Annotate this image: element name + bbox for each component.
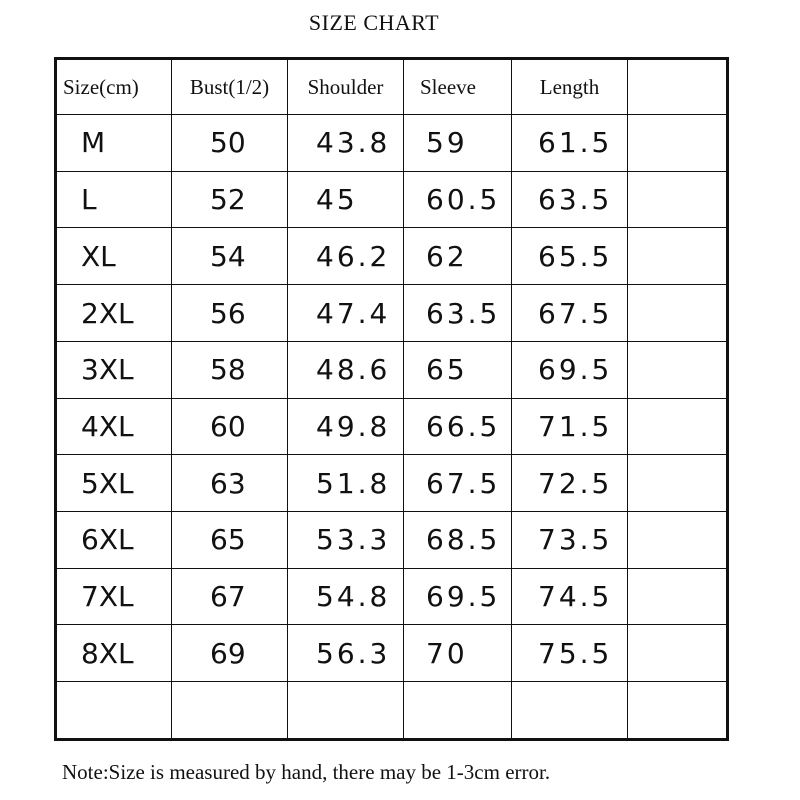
table-row	[56, 398, 728, 455]
cell-size: 6XL	[56, 512, 172, 569]
cell-size: 7XL	[56, 568, 172, 625]
cell-bust: 69	[172, 625, 288, 682]
cell-shoulder: 45	[288, 171, 404, 228]
cell-shoulder: 53.3	[288, 512, 404, 569]
cell-shoulder: 49.8	[288, 398, 404, 455]
cell-empty	[628, 228, 728, 285]
cell-length: 67.5	[512, 285, 628, 342]
cell-bust: 60	[172, 398, 288, 455]
cell-shoulder: 51.8	[288, 455, 404, 512]
cell-empty	[172, 682, 288, 740]
header-bust: Bust(1/2)	[172, 59, 288, 115]
cell-empty	[628, 682, 728, 740]
header-shoulder: Shoulder	[288, 59, 404, 115]
table-row	[56, 171, 728, 228]
cell-sleeve: 67.5	[404, 455, 512, 512]
cell-sleeve: 69.5	[404, 568, 512, 625]
cell-bust: 58	[172, 341, 288, 398]
cell-empty	[628, 512, 728, 569]
cell-empty	[628, 625, 728, 682]
cell-sleeve: 60.5	[404, 171, 512, 228]
cell-empty	[628, 455, 728, 512]
cell-empty	[404, 682, 512, 740]
cell-sleeve: 68.5	[404, 512, 512, 569]
cell-bust: 50	[172, 115, 288, 172]
cell-empty	[628, 115, 728, 172]
cell-shoulder: 56.3	[288, 625, 404, 682]
cell-size: M	[56, 115, 172, 172]
cell-length: 74.5	[512, 568, 628, 625]
cell-length: 61.5	[512, 115, 628, 172]
cell-sleeve: 65	[404, 341, 512, 398]
cell-bust: 67	[172, 568, 288, 625]
cell-length: 75.5	[512, 625, 628, 682]
table-row	[56, 568, 728, 625]
size-chart-table	[54, 57, 729, 741]
cell-length: 72.5	[512, 455, 628, 512]
cell-bust: 54	[172, 228, 288, 285]
table-header-row	[56, 59, 728, 115]
cell-bust: 63	[172, 455, 288, 512]
cell-size: 8XL	[56, 625, 172, 682]
cell-empty	[628, 398, 728, 455]
cell-shoulder: 47.4	[288, 285, 404, 342]
cell-empty	[628, 171, 728, 228]
cell-sleeve: 70	[404, 625, 512, 682]
header-size: Size(cm)	[56, 59, 172, 115]
cell-bust: 65	[172, 512, 288, 569]
cell-length: 69.5	[512, 341, 628, 398]
cell-sleeve: 63.5	[404, 285, 512, 342]
cell-size: 5XL	[56, 455, 172, 512]
table-row	[56, 285, 728, 342]
cell-size: XL	[56, 228, 172, 285]
table-row	[56, 625, 728, 682]
cell-size: 3XL	[56, 341, 172, 398]
cell-shoulder: 48.6	[288, 341, 404, 398]
cell-shoulder: 54.8	[288, 568, 404, 625]
cell-length: 63.5	[512, 171, 628, 228]
cell-empty	[512, 682, 628, 740]
cell-shoulder: 43.8	[288, 115, 404, 172]
cell-length: 73.5	[512, 512, 628, 569]
cell-shoulder: 46.2	[288, 228, 404, 285]
cell-length: 71.5	[512, 398, 628, 455]
cell-empty	[628, 568, 728, 625]
cell-empty	[288, 682, 404, 740]
header-extra	[628, 59, 728, 115]
cell-bust: 52	[172, 171, 288, 228]
table-row	[56, 115, 728, 172]
cell-sleeve: 66.5	[404, 398, 512, 455]
header-sleeve: Sleeve	[404, 59, 512, 115]
cell-size: L	[56, 171, 172, 228]
cell-size: 2XL	[56, 285, 172, 342]
cell-empty	[628, 285, 728, 342]
cell-empty	[56, 682, 172, 740]
header-length: Length	[512, 59, 628, 115]
table-row	[56, 228, 728, 285]
table-row-empty	[56, 682, 728, 740]
table-row	[56, 512, 728, 569]
measurement-note: Note:Size is measured by hand, there may be 1-3cm error.	[62, 760, 551, 784]
page-title: SIZE CHART	[308, 10, 440, 35]
cell-size: 4XL	[56, 398, 172, 455]
cell-sleeve: 59	[404, 115, 512, 172]
cell-empty	[628, 341, 728, 398]
cell-length: 65.5	[512, 228, 628, 285]
cell-sleeve: 62	[404, 228, 512, 285]
table-row	[56, 341, 728, 398]
table-row	[56, 455, 728, 512]
cell-bust: 56	[172, 285, 288, 342]
